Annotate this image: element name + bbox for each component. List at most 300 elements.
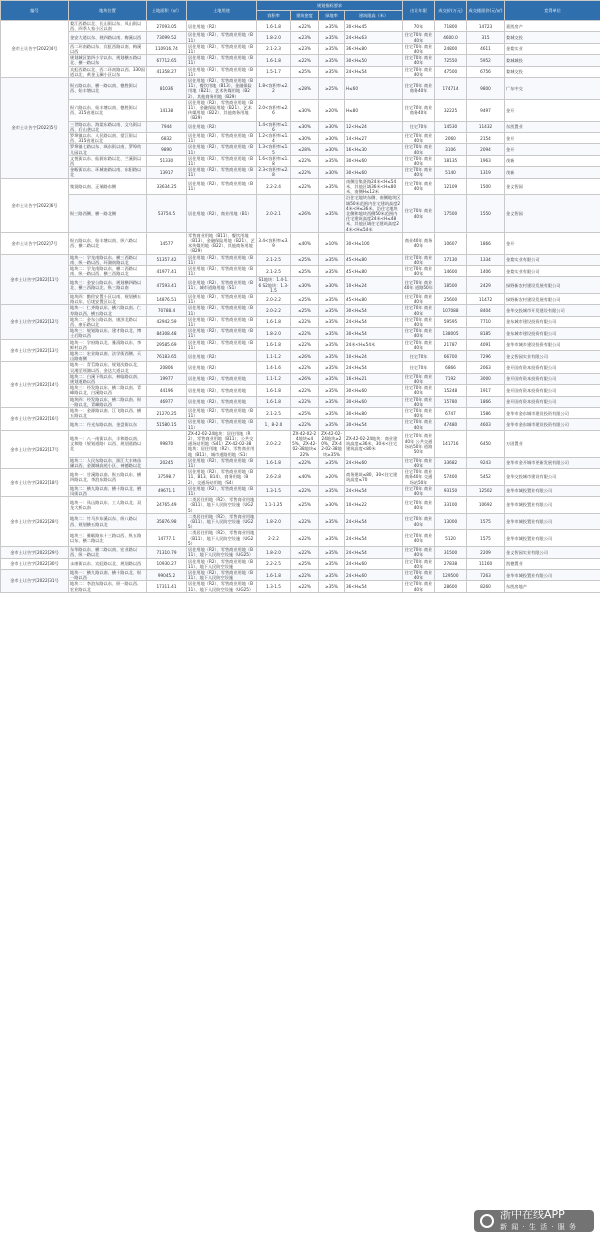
cell-density: ZX-42-02-24地块≤45%，ZX-42-02-38地块≤22% <box>292 430 317 457</box>
cell-density: ≤22% <box>291 569 319 580</box>
cell-term: 住宅70年 商业40年 <box>403 457 435 468</box>
cell-area: 71310.79 <box>147 547 187 558</box>
col-header: 编号 <box>1 1 69 21</box>
cell-floor: 9243 <box>467 457 505 468</box>
cell-loc: 罗埠镇以东、人民路以南、望江街以西、315省道以北 <box>69 133 147 144</box>
cell-floor: 4603 <box>467 419 505 430</box>
row-section-code: 金市土让告字[2022]5号 <box>1 78 69 179</box>
cell-term: 70年 <box>403 21 435 32</box>
cell-height: 30<H≤54 <box>345 305 403 316</box>
cell-height: 30<H≤60 <box>345 396 403 407</box>
header-row-1 <box>1 1 600 11</box>
cell-height: 24<H≤63 <box>345 32 403 43</box>
cell-use: 居住用地（R2） <box>187 362 257 373</box>
cell-far: 1、8-2.0 <box>257 419 291 430</box>
cell-height: 沿住宅地块东侧、南侧地块区域50米范围内住宅建筑高度24米<H≤36米，沿住宅地块北侧和地块西侧50米范围内住宅建筑高度24米<H≤48米，其他区域住宅建筑高度24米<H≤54米 <box>345 195 403 232</box>
cell-green: ≥35% <box>319 316 345 327</box>
cell-far: 1.3-1.5 <box>257 485 291 496</box>
cell-term: 住宅70年 商业40年 <box>403 558 435 569</box>
cell-area: 99045.2 <box>147 569 187 580</box>
cell-area: 13917 <box>147 167 187 178</box>
cell-use: 居住用地（R2）、零售商业用地（B11） <box>187 254 257 265</box>
cell-winner: 婺城交投 <box>505 32 600 43</box>
cell-green: ≥30% <box>319 277 345 294</box>
row-section-code: 金市土让告字[2022]4号 <box>1 21 69 78</box>
cell-loc: 西二环南路以东、宾虹西路以南、梅溪以西 <box>69 43 147 54</box>
cell-area: 47593.41 <box>147 277 187 294</box>
cell-loc: 地块二：金东公路以南、康济北路以西、康乐路以北 <box>69 316 147 327</box>
col-header: 绿地率 <box>319 11 345 21</box>
cell-area: 46977 <box>147 396 187 407</box>
table-row <box>1 232 600 254</box>
cell-far: 2.2-2.4 <box>257 178 291 195</box>
cell-density: ≤23% <box>291 32 319 43</box>
cell-term: 住宅70年 商业40年 <box>403 408 435 419</box>
cell-area: 6832 <box>147 133 187 144</box>
cell-term: 住宅70年 商业40年 <box>403 144 435 155</box>
cell-area: 7944 <box>147 121 187 132</box>
cell-area: 20245 <box>147 457 187 468</box>
cell-winner: 金义智园实业有限公司 <box>505 547 600 558</box>
cell-height: 24<H≤54 <box>345 66 403 77</box>
cell-far: 1.8-2.0 <box>257 32 291 43</box>
cell-density: ≤28% <box>291 78 319 100</box>
cell-far: 1.6-1.8 <box>257 21 291 32</box>
table-row <box>1 419 600 430</box>
table-row <box>1 277 600 294</box>
cell-floor: 2094 <box>467 144 505 155</box>
cell-floor: 4091 <box>467 339 505 350</box>
cell-price: 15780 <box>435 396 467 407</box>
cell-green: ≥35% <box>319 66 345 77</box>
cell-use: 居住用地（R2）、零售商业用地 <box>187 396 257 407</box>
cell-winner: 万固置业 <box>505 430 600 457</box>
cell-height: 16<H≤30 <box>345 144 403 155</box>
cell-winner: 广东中交 <box>505 78 600 100</box>
cell-area: 53754.5 <box>147 195 187 232</box>
cell-term: 商业40年 商务40年 <box>403 232 435 254</box>
cell-winner: 金义智园 <box>505 178 600 195</box>
cell-use: 居住用地（R2）、零售商业用地（B11）、餐饮用地（B13）、金融保险用地（B21）、艺术传媒用地（B22）、其他商务用地（B29） <box>187 78 257 100</box>
cell-far: 1.3-1.5 <box>257 581 291 592</box>
cell-loc: 地块二：宏业路以南、法学街西侧、天山路南侧 <box>69 350 147 361</box>
cell-term: 住宅70年 商业40年 <box>403 547 435 558</box>
cell-height: H≤80 <box>345 99 403 121</box>
cell-area: 35876.98 <box>147 513 187 530</box>
cell-green: ≥35% <box>319 457 345 468</box>
cell-price: 71800 <box>435 21 467 32</box>
table-row <box>1 133 600 144</box>
cell-term: 住宅70年 商业40年 <box>403 373 435 384</box>
cell-far: 2.0-2.2 <box>257 430 291 457</box>
table-row <box>1 254 600 265</box>
table-row <box>1 339 600 350</box>
cell-price: 7192 <box>435 373 467 384</box>
col-header: 竞得单位 <box>505 1 600 21</box>
cell-density: ≤28% <box>291 144 319 155</box>
cell-area: 51330 <box>147 155 187 166</box>
cell-price: 59595 <box>435 316 467 327</box>
cell-term: 住宅70年 商业40年 <box>403 155 435 166</box>
cell-density: ≤30% <box>291 99 319 121</box>
row-section-code: 金市土让告字[2022]28号 <box>1 497 69 547</box>
cell-floor: 9800 <box>467 78 505 100</box>
planning-group-header: 规划指标要求 <box>257 1 403 11</box>
cell-density: ≤25% <box>291 254 319 265</box>
cell-term: 住宅70年 商业40年 <box>403 316 435 327</box>
cell-area: 29585.69 <box>147 339 187 350</box>
cell-height: 30<H≤80 <box>345 408 403 419</box>
col-header: 建筑限高（米） <box>345 11 403 21</box>
cell-density: ≤25% <box>291 265 319 276</box>
cell-far: 1.1-1.2 <box>257 350 291 361</box>
cell-height: 24<H≤54 <box>345 362 403 373</box>
cell-far: 1.8<容积率≤2.2 <box>257 78 291 100</box>
cell-height: 24<H≤54 <box>345 316 403 327</box>
cell-height: 南侧沿集贤路24米<H≤54米，其他区域36米<H≤80米，南侧H≤12米 <box>345 178 403 195</box>
cell-use: 居住用地（R2）、零售商业用地（B11） <box>187 265 257 276</box>
cell-winner: 金开 <box>505 232 600 254</box>
cell-density: ≤22% <box>291 530 319 547</box>
cell-price: 93150 <box>435 485 467 496</box>
cell-floor: 14723 <box>467 21 505 32</box>
cell-price: 25600 <box>435 293 467 304</box>
cell-green: ≥35% <box>319 419 345 430</box>
cell-density: ≤22% <box>291 457 319 468</box>
cell-loc: 地块二：白溪下线以东、林临路以南、规划道路以西 <box>69 373 147 384</box>
cell-term: 住宅70年 商业商务40年 <box>403 99 435 121</box>
cell-height: 45<H≤80 <box>345 265 403 276</box>
cell-height: 36<H≤54 <box>345 581 403 592</box>
cell-price: 24800 <box>435 43 467 54</box>
cell-loc: 地块一：甘溪路以南、纵五路以东、横四路以北、李浪东路以西 <box>69 469 147 486</box>
cell-loc: 金畈街以东、环城南路以南、东阳路以北 <box>69 167 147 178</box>
cell-far: 2.1-2.5 <box>257 408 291 419</box>
cell-use: 居住用地（R2） <box>187 21 257 32</box>
cell-far: 2.0<容积率≤2.6 <box>257 99 291 121</box>
cell-loc: 婺江西路以北、长山街以东、凤山街以西、四季人家小区以南 <box>69 21 147 32</box>
row-section-code: 金市土让告字[2022]14号 <box>1 362 69 408</box>
cell-loc: 地块四：勤俭安置小区以南、规划横五路以东、后垅安置区以北 <box>69 293 147 304</box>
cell-area: 33634.25 <box>147 178 187 195</box>
cell-green: ≥30% <box>319 121 345 132</box>
cell-price: 32225 <box>435 99 467 121</box>
cell-use: 居住用地（R2）、零售商业用地（B11） <box>187 144 257 155</box>
cell-green: ≥25% <box>319 78 345 100</box>
cell-loc: 地块一：金源路以南、江飞路以西、横五路以北 <box>69 408 147 419</box>
cell-winner: 金义智园 <box>505 195 600 232</box>
cell-green: ≥35% <box>319 32 345 43</box>
cell-price: 14530 <box>435 121 467 132</box>
cell-floor: 1319 <box>467 167 505 178</box>
cell-green: ≥35% <box>319 558 345 569</box>
cell-height: 30<H≤54 <box>345 328 403 339</box>
table-row <box>1 385 600 396</box>
cell-floor: 1917 <box>467 385 505 396</box>
cell-price: 6747 <box>435 408 467 419</box>
cell-green: ≥35% <box>319 339 345 350</box>
cell-winner: 金华市城投置业有限公司 <box>505 485 600 496</box>
cell-winner: 凯德置业 <box>505 558 600 569</box>
cell-winner: 金华市金东城市建设投资有限公司 <box>505 419 600 430</box>
cell-term: 住宅70年 商业商务40年 交通场站50年 <box>403 469 435 486</box>
cell-price: 33100 <box>435 497 467 514</box>
col-header: 建筑密度 <box>291 11 319 21</box>
cell-far: 3.4<容积率≤3.9 <box>257 232 291 254</box>
cell-use: 二类居住用地（R2）、零售商业用地（B11）、地下人民防空设施（UG25） <box>187 513 257 530</box>
cell-floor: 9497 <box>467 99 505 121</box>
table-row <box>1 408 600 419</box>
cell-density: ≤26% <box>291 373 319 384</box>
cell-loc: 金安大道以东、规四路以南、梅溪以西 <box>69 32 147 43</box>
cell-density: ≤30% <box>291 277 319 294</box>
cell-loc: 地块一：仁齐路以东、横六路以南、仁寿路以西、横五路以北 <box>69 305 147 316</box>
cell-height: ZX-42-02-24地块：商业建筑高度≤36米，30米<住宅建筑高度<80米 <box>345 430 403 457</box>
cell-far: 1.1-1.2 <box>257 373 291 384</box>
cell-loc: 集贤路以南、正瑞路东侧 <box>69 178 147 195</box>
table-row <box>1 32 600 43</box>
cell-green: ≥30% <box>319 167 345 178</box>
cell-winner: 绿野新农村建设发展有限公司 <box>505 277 600 294</box>
cell-density: ≤40% <box>291 232 319 254</box>
cell-height: 30<H≤54 <box>345 419 403 430</box>
cell-winner: 金华市金开城市更新发展有限公司 <box>505 457 600 468</box>
cell-area: 51357.42 <box>147 254 187 265</box>
cell-height: 10<H≤24 <box>345 277 403 294</box>
cell-winner: 茂新 <box>505 155 600 166</box>
cell-density: ≤22% <box>291 167 319 178</box>
cell-use: 居住用地（R2）、零售商业用地（B11）、地下人民防空设施（UG25） <box>187 547 257 558</box>
cell-green: ≥20% <box>319 99 345 121</box>
cell-area: 9890 <box>147 144 187 155</box>
cell-floor: 5952 <box>467 55 505 66</box>
table-row <box>1 78 600 100</box>
cell-winner: 嘉凯房产 <box>505 21 600 32</box>
cell-far: 1.6-1.8 <box>257 385 291 396</box>
table-row <box>1 430 600 457</box>
cell-green: ≥35% <box>319 396 345 407</box>
cell-density: ≤22% <box>291 396 319 407</box>
cell-price: 141716 <box>435 430 467 457</box>
row-section-code: 金市土让告字[2022]7号 <box>1 232 69 254</box>
cell-density: ≤22% <box>291 581 319 592</box>
cell-price: 15248 <box>435 385 467 396</box>
cell-height: 14<H≤27 <box>345 133 403 144</box>
cell-winner: 金东城市建设投资有限公司 <box>505 316 600 327</box>
cell-density: ≤22% <box>291 55 319 66</box>
table-row <box>1 513 600 530</box>
cell-green: ≥35% <box>319 328 345 339</box>
row-section-code: 金市土让告字[2022]12号 <box>1 305 69 339</box>
table-row <box>1 155 600 166</box>
table-row <box>1 265 600 276</box>
cell-floor: 1500 <box>467 178 505 195</box>
cell-density: ≤23% <box>291 43 319 54</box>
cell-loc: 纵五路以东、横一路以南、德胜街以西、始丰塘以北 <box>69 78 147 100</box>
cell-area: 14876.51 <box>147 293 187 304</box>
cell-area: 49671.1 <box>147 485 187 496</box>
cell-price: 18135 <box>435 155 467 166</box>
cell-density: ≤22% <box>291 362 319 373</box>
table-row <box>1 547 600 558</box>
row-section-code: 金市土让告字[2022]16号 <box>1 408 69 431</box>
cell-winner: 金开国有资本投资有限公司 <box>505 373 600 384</box>
cell-green: ≥35% <box>319 530 345 547</box>
cell-price: 14600 <box>435 265 467 276</box>
cell-use: 二类居住用地（R2）、零售商业用地（B11）、地下人民防空设施（UG25） <box>187 530 257 547</box>
cell-far: S1地块：1.4-1.6 S2地块：1.3-1.5 <box>258 277 289 293</box>
col-header: 土地用途 <box>187 1 257 21</box>
cell-loc: 地块一：横九路以南、横十路以北、纵一路以西 <box>69 569 147 580</box>
cell-area: 76183.65 <box>147 350 187 361</box>
cell-loc: 罗埠镇七路以东、飒东街以南、罗埠幼儿园以北 <box>69 144 147 155</box>
cell-floor: 1406 <box>467 265 505 276</box>
cell-price: 47500 <box>435 66 467 77</box>
cell-winner: 东凯置业 <box>505 121 600 132</box>
cell-winner: 婺城城投 <box>505 55 600 66</box>
cell-term: 住宅70年 商业40年 <box>403 254 435 265</box>
cell-floor: 1586 <box>467 408 505 419</box>
table-row <box>1 144 600 155</box>
cell-far: 1.6-1.8 <box>257 396 291 407</box>
cell-green: ≥10% <box>319 232 345 254</box>
cell-far: 2.2-2.5 <box>257 558 291 569</box>
cell-use: 二类居住用地（R2）、零售商业用地（B11）、地下人民防空设施（UG25） <box>187 497 257 514</box>
cell-density: ≤30% <box>291 121 319 132</box>
cell-term: 住宅70年 商业40年 <box>403 305 435 316</box>
cell-far: 2.1-2.5 <box>257 265 291 276</box>
cell-area: 21270.25 <box>147 408 187 419</box>
cell-density: ≤25% <box>291 66 319 77</box>
cell-term: 住宅70年 商业40年 <box>403 419 435 430</box>
cell-term: 住宅70年 商业40年 <box>403 32 435 43</box>
cell-area: 70788.4 <box>147 305 187 316</box>
cell-term: 住宅70年 商业40年 <box>403 66 435 77</box>
cell-use: 居住用地（R2）、零售商业用地（B11） <box>187 66 257 77</box>
table-row <box>1 55 600 66</box>
cell-area: 81036 <box>147 78 187 100</box>
cell-winner: 婺城交投 <box>505 66 600 77</box>
cell-price: 13000 <box>435 513 467 530</box>
cell-floor: 2209 <box>467 547 505 558</box>
cell-winner: 金华市城投置业有限公司 <box>505 569 600 580</box>
cell-density: ≤26% <box>291 350 319 361</box>
cell-winner: 金华市城乡建设投资有限公司 <box>505 339 600 350</box>
cell-height: 24米<H≤54米 <box>345 339 403 350</box>
cell-far: 1.4<容积率≤1.6 <box>258 121 289 132</box>
table-row <box>1 530 600 547</box>
cell-height: 30<H≤45 <box>345 21 403 32</box>
cell-use: 居住用地（R2）、零售商业用地（B11） <box>187 419 257 430</box>
table-row <box>1 469 600 486</box>
cell-area: 73099.52 <box>147 32 187 43</box>
col-header: 土地面积（㎡） <box>147 1 187 21</box>
cell-winner: 金开 <box>505 144 600 155</box>
cell-term: 住宅70年 商业40年 <box>403 485 435 496</box>
cell-floor: 7263 <box>467 569 505 580</box>
cell-floor: 2154 <box>467 133 505 144</box>
cell-area: 10930.27 <box>147 558 187 569</box>
cell-green: ≥35% <box>319 485 345 496</box>
cell-loc: 地块二：丹光东路以南、金盘街以东 <box>69 419 147 430</box>
cell-loc: 地块三：规划路以东、建才路以北、博士后路以西 <box>69 328 147 339</box>
cell-far: 1.5-1.7 <box>257 66 291 77</box>
cell-use: 居住用地（R2）、零售商业用地（B11） <box>187 485 257 496</box>
cell-winner: 金义智园实业有限公司 <box>505 350 600 361</box>
cell-floor: 2063 <box>467 362 505 373</box>
cell-height: 36<H≤80 <box>345 43 403 54</box>
table-row <box>1 373 600 384</box>
cell-density: ≤22% <box>291 419 319 430</box>
cell-density: ≤26% <box>291 195 319 232</box>
cell-use: 居住用地（R2） <box>187 350 257 361</box>
cell-term: 住宅70年 <box>403 121 435 132</box>
cell-far: 1.6-1.8 <box>257 339 291 350</box>
cell-loc: 地块一：八一南街以东、丰和路以南、文和路（规划道路）以西、规划道路以北 <box>69 430 147 457</box>
cell-price: 2060 <box>435 133 467 144</box>
cell-height: 24<H≤54 <box>345 485 403 496</box>
cell-area: 42942.59 <box>147 316 187 327</box>
cell-price: 4600.0 <box>435 32 467 43</box>
cell-price: 27838 <box>435 558 467 569</box>
cell-floor: 12502 <box>467 485 505 496</box>
table-body <box>1 21 600 593</box>
cell-price: 18500 <box>435 277 467 294</box>
cell-term: 住宅70年 商业40年 <box>403 43 435 54</box>
cell-term: 住宅70年 商业40年 <box>403 55 435 66</box>
cell-loc: 文悦街以东、仙源东路以北、兰溪街以西 <box>69 155 147 166</box>
row-section-code: 金市土让告字[2022]30号 <box>1 558 69 569</box>
col-header: 容积率 <box>257 11 291 21</box>
cell-density: ≤25% <box>291 497 319 514</box>
cell-winner: 东凯房地产 <box>505 581 600 592</box>
cell-term: 住宅70年 商业40年 <box>403 396 435 407</box>
cell-height: 24<H≤54 <box>345 513 403 530</box>
cell-use: 居住用地（R2）、零售商业用地（B11）、地下人民防空设施 <box>187 569 257 580</box>
cell-height: 30<H≤60 <box>345 167 403 178</box>
cell-use: 居住用地（R2）、零售商业用地（B11） <box>187 457 257 468</box>
cell-area: 14777.1 <box>147 530 187 547</box>
cell-loc: 地块一：凤山路以东、工人路以北、双龙大桥以南 <box>69 497 147 514</box>
cell-density: ≤22% <box>291 339 319 350</box>
cell-green: ≥35% <box>319 155 345 166</box>
cell-area: 99870 <box>147 430 187 457</box>
cell-loc: 地块一：青苕路以东、规划次路以北、吴湘至瑶湖以西、金达大道以北 <box>69 362 147 373</box>
table-row <box>1 316 600 327</box>
cell-height: 10<H≤22 <box>345 497 403 514</box>
cell-loc: 东华路以东、横二路以南、宏业路以西、纵一路以北 <box>69 547 147 558</box>
cell-loc: 地块二：横九路以南、横十路以北、栖凤街以西 <box>69 485 147 496</box>
cell-height: 30<H≤100 <box>345 232 403 254</box>
cell-green: ≥35% <box>319 178 345 195</box>
cell-far: 2.1-2.5 <box>257 254 291 265</box>
cell-use: 居住用地（R2）、零售商业用地（B11） <box>187 167 257 178</box>
table-row <box>1 457 600 468</box>
cell-term: 住宅70年 商业40年 <box>403 513 435 530</box>
cell-area: 41977.41 <box>147 265 187 276</box>
cell-height: 45<H≤80 <box>345 254 403 265</box>
table-row <box>1 497 600 514</box>
cell-green: ≥35% <box>319 55 345 66</box>
cell-term: 住宅70年 商业40年 <box>403 195 435 232</box>
cell-area: 37598.7 <box>147 469 187 486</box>
cell-price: 33682 <box>435 457 467 468</box>
cell-green: ≥35% <box>319 513 345 530</box>
cell-far: 1.2<容积率≤1.4 <box>258 133 289 144</box>
cell-winner: 金华交投城市开发建设有限公司 <box>505 305 600 316</box>
cell-far: 2.0-2.1 <box>257 195 291 232</box>
cell-loc: 地块一：学龙南路以东、横三西路以南、纵一路以西、环湖南路以北 <box>69 254 147 265</box>
